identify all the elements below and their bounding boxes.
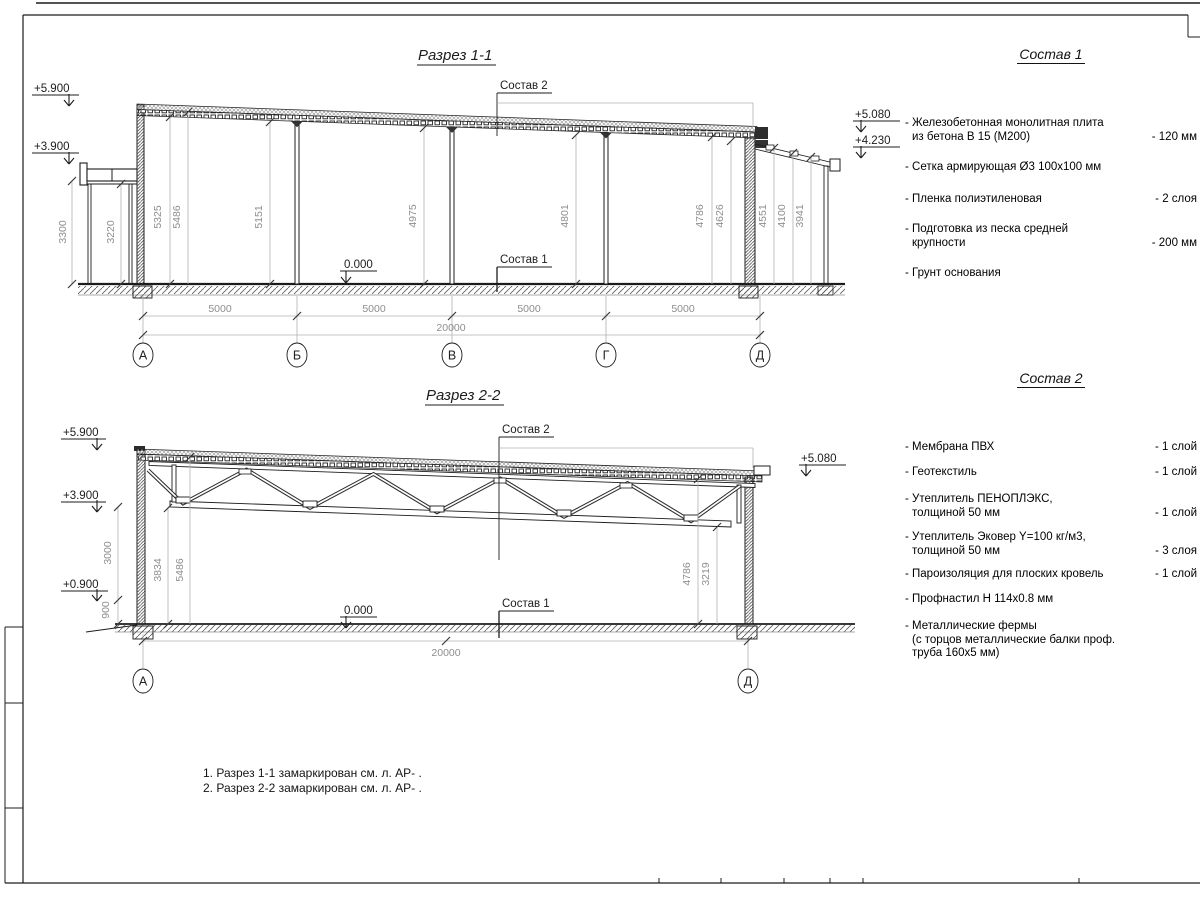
svg-text:3300: 3300 <box>57 220 69 244</box>
material-line: - Пароизоляция для плоских кровель <box>905 568 1104 580</box>
svg-text:+0.900: +0.900 <box>63 579 99 591</box>
material-line: - Пленка полиэтиленовая <box>905 193 1042 205</box>
svg-text:4975: 4975 <box>407 204 419 228</box>
material-line: толщиной 50 мм <box>912 544 1001 557</box>
svg-text:Г: Г <box>602 348 610 363</box>
svg-text:5000: 5000 <box>671 303 695 315</box>
material-line: - Утеплитель Эковер Y=100 кг/м3, <box>905 531 1086 543</box>
list-item <box>905 620 1197 661</box>
svg-text:+3.900: +3.900 <box>63 490 99 502</box>
svg-text:4786: 4786 <box>681 562 693 586</box>
section-1-axis-bubbles <box>133 343 770 367</box>
svg-text:4801: 4801 <box>559 204 571 228</box>
svg-text:+4.230: +4.230 <box>855 135 891 147</box>
svg-text:4100: 4100 <box>776 204 788 228</box>
svg-text:А: А <box>138 674 148 689</box>
svg-text:5000: 5000 <box>208 303 232 315</box>
material-line: труба 160x5 мм) <box>912 647 1000 659</box>
list-item <box>905 466 1197 480</box>
svg-text:+5.900: +5.900 <box>63 427 99 439</box>
svg-text:А: А <box>138 348 148 363</box>
material-value: - 200 мм <box>1151 236 1197 249</box>
svg-text:3219: 3219 <box>700 562 712 586</box>
svg-text:5000: 5000 <box>517 303 541 315</box>
notes <box>203 766 422 796</box>
material-line: - Профнастил Н 114x0.8 мм <box>905 593 1054 605</box>
svg-text:3000: 3000 <box>102 541 114 565</box>
svg-text:Д: Д <box>743 674 753 689</box>
section-2-title: Разрез 2-2 <box>426 387 501 404</box>
list-item <box>905 267 1197 281</box>
svg-text:Состав 2: Состав 2 <box>502 424 550 436</box>
material-value: - 120 мм <box>1151 130 1197 143</box>
material-value: - 2 слоя <box>1155 193 1197 205</box>
material-line: - Сетка армирующая Ø3 100x100 мм <box>905 161 1102 173</box>
svg-text:900: 900 <box>100 601 112 619</box>
list-item <box>905 531 1197 558</box>
section-1-columns <box>291 121 612 284</box>
svg-text:Состав 1: Состав 1 <box>502 598 550 610</box>
material-value: - 1 слой <box>1154 466 1197 478</box>
section-1-bottom-dims <box>133 296 770 367</box>
svg-text:5486: 5486 <box>174 558 186 582</box>
svg-text:3941: 3941 <box>794 204 806 228</box>
note-line: 2. Разрез 2-2 замаркирован см. л. АР- . <box>203 781 422 795</box>
svg-text:5000: 5000 <box>362 303 386 315</box>
svg-text:4786: 4786 <box>694 204 706 228</box>
list-item <box>905 441 1197 455</box>
sostav-2-heading: Состав 2 <box>1019 370 1083 386</box>
material-line: - Подготовка из песка средней <box>905 223 1069 235</box>
section-1-building <box>137 104 840 284</box>
material-line: (с торцов металлические балки проф. <box>912 633 1116 646</box>
list-item <box>905 161 1197 175</box>
svg-text:5151: 5151 <box>253 205 265 229</box>
list-item <box>905 593 1197 607</box>
list-item <box>905 223 1197 250</box>
section-1-floor <box>78 284 845 298</box>
sostav-1-heading: Состав 1 <box>1019 46 1083 62</box>
section-1-title: Разрез 1-1 <box>418 47 493 64</box>
svg-text:3834: 3834 <box>152 558 164 582</box>
svg-text:+5.900: +5.900 <box>34 83 70 95</box>
material-line: крупности <box>912 236 966 249</box>
section-1-1 <box>32 47 900 367</box>
material-line: из бетона В 15 (М200) <box>912 130 1031 143</box>
list-item <box>905 117 1197 144</box>
svg-text:5325: 5325 <box>152 205 164 229</box>
list-item <box>905 193 1197 207</box>
material-value: - 1 слой <box>1154 506 1197 519</box>
svg-text:+3.900: +3.900 <box>34 141 70 153</box>
svg-text:20000: 20000 <box>431 647 461 659</box>
svg-text:Д: Д <box>755 348 765 363</box>
svg-text:3220: 3220 <box>105 220 117 244</box>
section-2-axis-bubbles <box>133 669 758 693</box>
material-line: - Металлические фермы <box>905 620 1037 632</box>
svg-text:+5.080: +5.080 <box>855 109 891 121</box>
material-line: - Утеплитель ПЕНОПЛЭКС, <box>905 493 1053 505</box>
section-2-leader-top <box>499 424 753 560</box>
svg-text:0.000: 0.000 <box>344 259 373 271</box>
section-2-2 <box>61 387 855 693</box>
svg-text:+5.080: +5.080 <box>801 453 837 465</box>
material-line: - Мембрана ПВХ <box>905 441 995 453</box>
svg-text:В: В <box>447 348 457 363</box>
section-2-bottom-dims <box>133 634 758 693</box>
list-item <box>905 493 1197 520</box>
svg-text:4551: 4551 <box>757 204 769 228</box>
svg-text:5486: 5486 <box>171 205 183 229</box>
svg-text:Состав 2: Состав 2 <box>500 80 548 92</box>
svg-text:0.000: 0.000 <box>344 605 373 617</box>
section-2-floor <box>86 624 855 639</box>
material-value: - 3 слоя <box>1155 544 1197 557</box>
list-item <box>905 568 1197 582</box>
material-value: - 1 слой <box>1154 441 1197 453</box>
note-line: 1. Разрез 1-1 замаркирован см. л. АР- . <box>203 766 422 780</box>
material-line: толщиной 50 мм <box>912 506 1001 519</box>
svg-text:20000: 20000 <box>436 322 466 334</box>
svg-text:Состав 1: Состав 1 <box>500 254 548 266</box>
material-value: - 1 слой <box>1154 568 1197 580</box>
material-line: - Железобетонная монолитная плита <box>905 117 1104 129</box>
svg-text:Б: Б <box>292 348 302 363</box>
material-line: - Геотекстиль <box>905 466 977 478</box>
svg-text:4626: 4626 <box>714 204 726 228</box>
material-line: - Грунт основания <box>905 267 1001 279</box>
